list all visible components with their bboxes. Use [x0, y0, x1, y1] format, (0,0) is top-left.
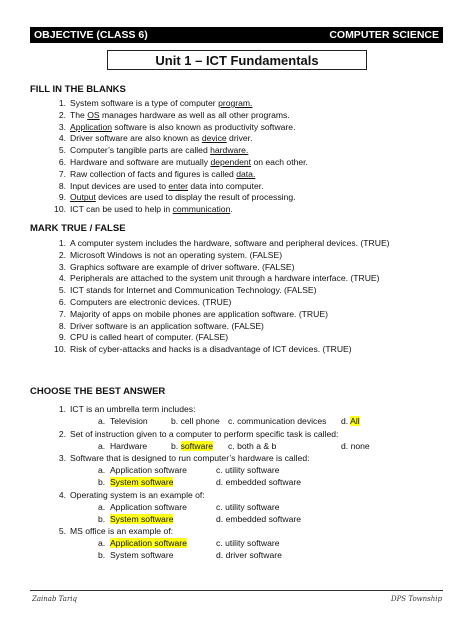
mcq-option: d. embedded software [216, 477, 302, 487]
blank-answer: program. [218, 98, 253, 108]
tf-statement: A computer system includes the hardware, software and peripheral devices. (TRUE) [70, 238, 390, 248]
item-number: 2. [58, 109, 66, 120]
tf-item [58, 285, 317, 296]
mcq-option: a. Hardware [98, 441, 148, 451]
blank-answer: communication [172, 204, 231, 215]
tf-item [58, 308, 328, 319]
mcq-option: c. both a & b [228, 441, 277, 451]
blank-answer: device [201, 133, 227, 144]
fill-item: 6. Hardware and software are mutually dependent on each other. [70, 157, 308, 167]
tf-item [58, 332, 229, 343]
item-number: 8. [58, 180, 66, 191]
item-number: 10. [54, 204, 66, 215]
item-number: 2. [58, 249, 66, 260]
item-number: 5. [58, 145, 66, 156]
item-number: 9. [58, 192, 66, 203]
tf-statement: CPU is called heart of computer. (FALSE) [70, 332, 229, 343]
tf-statement: Graphics software are example of driver software. (FALSE) [70, 261, 295, 272]
fill-item: 1. System software is a type of computer program. [70, 98, 252, 108]
mcq-question: 5. MS office is an example of: [58, 526, 174, 536]
item-number: 6. [58, 297, 66, 307]
tf-item [58, 273, 380, 284]
blank-answer: Output [70, 192, 96, 203]
mcq-heading: CHOOSE THE BEST ANSWER [30, 386, 166, 397]
fill-item: 2. The OS manages hardware as well as all other programs. [70, 110, 290, 120]
footer-author: Zainab Tariq [32, 595, 78, 603]
item-number: 7. [58, 168, 66, 179]
mcq-option-answer: b. System software [98, 514, 174, 524]
item-number: 7. [58, 308, 66, 319]
fill-item: 5. Computer’s tangible parts are called hardware. [70, 145, 248, 155]
mcq-option: d. embedded software [216, 514, 302, 524]
fill-item: 10. ICT can be used to help in communication. [70, 204, 233, 214]
item-number: 1. [58, 98, 66, 108]
blank-answer: dependent [210, 157, 252, 167]
tf-statement: Computers are electronic devices. (TRUE) [70, 297, 232, 307]
mcq-option: c. utility software [216, 538, 280, 548]
item-number: 5. [58, 285, 66, 296]
mcq-option: b. cell phone [171, 416, 220, 426]
mcq-option-answer: b. software [171, 441, 214, 451]
blank-answer: Application [70, 121, 113, 132]
tf-statement: Driver software is an application software. (FALSE) [70, 320, 264, 331]
mcq-option-answer: a. Application software [98, 538, 187, 548]
header-bar [30, 27, 443, 43]
item-number: 1. [58, 238, 66, 248]
fill-item: 8. Input devices are used to enter data into computer. [70, 181, 264, 191]
tf-statement: Microsoft Windows is not an operating system. (FALSE) [70, 249, 283, 260]
mcq-option: d. driver software [216, 550, 282, 560]
fill-item: 9. Output devices are used to display the result of processing. [70, 192, 296, 202]
fill-item: 7. Raw collection of facts and figures is called data. [70, 169, 255, 179]
mcq-option: a. Application software [98, 465, 187, 475]
tf-item [54, 344, 352, 355]
mcq-question: 2. Set of instruction given to a computer to perform specific task is called: [58, 429, 339, 439]
mcq-option-answer: b. System software [98, 477, 174, 487]
blank-answer: enter [168, 180, 189, 191]
tf-item [58, 249, 283, 260]
footer-school: DPS Township [390, 595, 442, 603]
item-number: 8. [58, 320, 66, 331]
header-class: OBJECTIVE (CLASS 6) [34, 29, 148, 41]
blank-answer: OS [87, 109, 100, 120]
mcq-option: c. utility software [216, 465, 280, 475]
mcq-option: b. System software [98, 550, 174, 560]
item-number: 3. [58, 261, 66, 272]
fill-item: 3. Application software is also known as productivity software. [70, 122, 295, 132]
tf-item [58, 297, 232, 307]
tf-statement: Risk of cyber-attacks and hacks is a disadvantage of ICT devices. (TRUE) [70, 344, 352, 355]
blank-answer: hardware. [210, 145, 249, 156]
mcq-option: c. communication devices [228, 416, 327, 426]
tf-statement: Majority of apps on mobile phones are application software. (TRUE) [70, 308, 328, 319]
tf-item [58, 320, 264, 331]
mcq-option: c. utility software [216, 502, 280, 512]
item-number: 6. [58, 157, 66, 167]
tf-item [58, 238, 390, 248]
fill-heading: FILL IN THE BLANKS [30, 84, 126, 95]
fill-item: 4. Driver software are also known as device driver. [70, 133, 252, 143]
tf-heading: MARK TRUE / FALSE [30, 223, 126, 234]
mcq-option: d. none [341, 441, 370, 451]
mcq-question: 3. Software that is designed to run computer’s hardware is called: [58, 453, 310, 463]
tf-statement: ICT stands for Internet and Communication Technology. (FALSE) [70, 285, 317, 296]
header-subject: COMPUTER SCIENCE [329, 29, 439, 41]
tf-item [58, 261, 295, 272]
blank-answer: data. [236, 168, 256, 179]
mcq-question: 4. Operating system is an example of: [58, 490, 205, 500]
mcq-option: a. Application software [98, 502, 187, 512]
item-number: 4. [58, 133, 66, 144]
item-number: 4. [58, 273, 66, 284]
page-title: Unit 1 – ICT Fundamentals [107, 50, 367, 70]
mcq-option: a. Television [98, 416, 148, 426]
footer-divider [30, 590, 443, 591]
tf-statement: Peripherals are attached to the system unit through a hardware interface. (TRUE) [70, 273, 380, 284]
item-number: 3. [58, 121, 66, 132]
mcq-question: 1. ICT is an umbrella term includes: [58, 404, 196, 414]
mcq-option-answer: d. All [341, 416, 360, 426]
item-number: 9. [58, 332, 66, 343]
item-number: 10. [54, 344, 66, 355]
